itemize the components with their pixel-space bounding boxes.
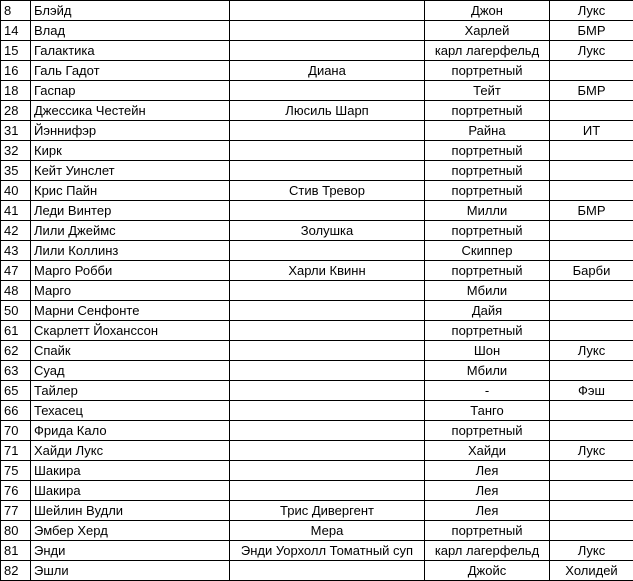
table-row [1,321,633,341]
table-row [1,1,633,21]
table-row [1,281,633,301]
row-number-cell[interactable]: 48 [1,281,31,301]
row-number-cell[interactable]: 14 [1,21,31,41]
name-cell[interactable]: Эшли [31,561,230,581]
type-cell[interactable]: Тейт [425,81,550,101]
type-cell[interactable]: Райна [425,121,550,141]
role-cell[interactable]: Трис Дивергент [230,501,425,521]
row-number-cell[interactable]: 80 [1,521,31,541]
role-cell[interactable] [230,361,425,381]
name-cell[interactable]: Галь Гадот [31,61,230,81]
table-row [1,181,633,201]
row-number-cell[interactable]: 65 [1,381,31,401]
table-row [1,401,633,421]
role-cell[interactable]: Мера [230,521,425,541]
table-row [1,361,633,381]
name-cell[interactable]: Энди [31,541,230,561]
role-cell[interactable] [230,421,425,441]
row-number-cell[interactable]: 16 [1,61,31,81]
tag-cell[interactable] [550,421,633,441]
tag-cell[interactable]: Барби [550,261,633,281]
name-cell[interactable]: Хайди Лукс [31,441,230,461]
type-cell[interactable]: Милли [425,201,550,221]
role-cell[interactable] [230,561,425,581]
table-row [1,261,633,281]
row-number-cell[interactable]: 8 [1,1,31,21]
row-number-cell[interactable]: 15 [1,41,31,61]
tag-cell[interactable]: Лукс [550,341,633,361]
table-row [1,381,633,401]
tag-cell[interactable] [550,141,633,161]
row-number-cell[interactable]: 41 [1,201,31,221]
row-number-cell[interactable]: 42 [1,221,31,241]
type-cell[interactable]: портретный [425,421,550,441]
role-cell[interactable] [230,161,425,181]
role-cell[interactable]: Диана [230,61,425,81]
role-cell[interactable] [230,201,425,221]
tag-cell[interactable] [550,101,633,121]
row-number-cell[interactable]: 82 [1,561,31,581]
row-number-cell[interactable]: 50 [1,301,31,321]
tag-cell[interactable]: Лукс [550,41,633,61]
row-number-cell[interactable]: 81 [1,541,31,561]
tag-cell[interactable] [550,521,633,541]
table-row [1,521,633,541]
table-row [1,101,633,121]
role-cell[interactable] [230,341,425,361]
tag-cell[interactable] [550,301,633,321]
role-cell[interactable] [230,41,425,61]
role-cell[interactable] [230,81,425,101]
role-cell[interactable] [230,441,425,461]
type-cell[interactable]: Мбили [425,361,550,381]
name-cell[interactable]: Марни Сенфонте [31,301,230,321]
table-row [1,461,633,481]
role-cell[interactable]: Энди Уорхолл Томатный суп [230,541,425,561]
row-number-cell[interactable]: 70 [1,421,31,441]
row-number-cell[interactable]: 18 [1,81,31,101]
type-cell[interactable]: Джойс [425,561,550,581]
role-cell[interactable] [230,281,425,301]
row-number-cell[interactable]: 47 [1,261,31,281]
name-cell[interactable]: Йэннифэр [31,121,230,141]
role-cell[interactable] [230,301,425,321]
tag-cell[interactable] [550,501,633,521]
row-number-cell[interactable]: 66 [1,401,31,421]
row-number-cell[interactable]: 31 [1,121,31,141]
tag-cell[interactable] [550,481,633,501]
tag-cell[interactable]: БМР [550,201,633,221]
name-cell[interactable]: Шакира [31,481,230,501]
type-cell[interactable]: Танго [425,401,550,421]
type-cell[interactable]: Джон [425,1,550,21]
table-row [1,21,633,41]
table-row [1,61,633,81]
name-cell[interactable]: Марго Робби [31,261,230,281]
table-row [1,121,633,141]
type-cell[interactable]: Лея [425,481,550,501]
table-row [1,141,633,161]
name-cell[interactable]: Блэйд [31,1,230,21]
type-cell[interactable]: Мбили [425,281,550,301]
type-cell[interactable]: портретный [425,101,550,121]
name-cell[interactable]: Марго [31,281,230,301]
tag-cell[interactable] [550,281,633,301]
table-row [1,421,633,441]
tag-cell[interactable]: ИТ [550,121,633,141]
name-cell[interactable]: Джессика Честейн [31,101,230,121]
name-cell[interactable]: Эмбер Херд [31,521,230,541]
type-cell[interactable]: портретный [425,181,550,201]
tag-cell[interactable] [550,241,633,261]
name-cell[interactable]: Крис Пайн [31,181,230,201]
tag-cell[interactable]: Фэш [550,381,633,401]
type-cell[interactable]: - [425,381,550,401]
row-number-cell[interactable]: 76 [1,481,31,501]
tag-cell[interactable] [550,221,633,241]
table-row [1,221,633,241]
type-cell[interactable]: портретный [425,521,550,541]
type-cell[interactable]: портретный [425,261,550,281]
table-row [1,561,633,581]
name-cell[interactable]: Скарлетт Йоханссон [31,321,230,341]
tag-cell[interactable] [550,461,633,481]
table-row [1,441,633,461]
row-number-cell[interactable]: 28 [1,101,31,121]
tag-cell[interactable]: Холидей [550,561,633,581]
role-cell[interactable] [230,141,425,161]
type-cell[interactable]: Хайди [425,441,550,461]
role-cell[interactable] [230,1,425,21]
name-cell[interactable]: Кирк [31,141,230,161]
role-cell[interactable] [230,401,425,421]
table-row [1,301,633,321]
row-number-cell[interactable]: 32 [1,141,31,161]
tag-cell[interactable]: Лукс [550,1,633,21]
tag-cell[interactable] [550,181,633,201]
role-cell[interactable] [230,481,425,501]
type-cell[interactable]: портретный [425,161,550,181]
table-body [1,1,633,581]
name-cell[interactable]: Лили Джеймс [31,221,230,241]
type-cell[interactable]: Дайя [425,301,550,321]
table-row [1,341,633,361]
name-cell[interactable]: Фрида Кало [31,421,230,441]
tag-cell[interactable]: Лукс [550,541,633,561]
name-cell[interactable]: Леди Винтер [31,201,230,221]
name-cell[interactable]: Спайк [31,341,230,361]
row-number-cell[interactable]: 35 [1,161,31,181]
name-cell[interactable]: Лили Коллинз [31,241,230,261]
table-row [1,41,633,61]
name-cell[interactable]: Техасец [31,401,230,421]
role-cell[interactable] [230,121,425,141]
row-number-cell[interactable]: 62 [1,341,31,361]
role-cell[interactable]: Люсиль Шарп [230,101,425,121]
row-number-cell[interactable]: 75 [1,461,31,481]
table-row [1,241,633,261]
row-number-cell[interactable]: 40 [1,181,31,201]
table-row [1,481,633,501]
name-cell[interactable]: Галактика [31,41,230,61]
tag-cell[interactable] [550,321,633,341]
tag-cell[interactable]: Лукс [550,441,633,461]
tag-cell[interactable] [550,61,633,81]
role-cell[interactable] [230,21,425,41]
type-cell[interactable]: карл лагерфельд [425,41,550,61]
row-number-cell[interactable]: 61 [1,321,31,341]
type-cell[interactable]: портретный [425,321,550,341]
tag-cell[interactable]: БМР [550,81,633,101]
row-number-cell[interactable]: 77 [1,501,31,521]
type-cell[interactable]: Шон [425,341,550,361]
table-row [1,501,633,521]
table-row [1,541,633,561]
tag-cell[interactable]: БМР [550,21,633,41]
role-cell[interactable]: Стив Тревор [230,181,425,201]
type-cell[interactable]: Харлей [425,21,550,41]
role-cell[interactable] [230,461,425,481]
name-cell[interactable]: Шейлин Вудли [31,501,230,521]
role-cell[interactable] [230,321,425,341]
tag-cell[interactable] [550,361,633,381]
name-cell[interactable]: Суад [31,361,230,381]
type-cell[interactable]: карл лагерфельд [425,541,550,561]
name-cell[interactable]: Кейт Уинслет [31,161,230,181]
name-cell[interactable]: Тайлер [31,381,230,401]
type-cell[interactable]: портретный [425,61,550,81]
role-cell[interactable] [230,381,425,401]
row-number-cell[interactable]: 43 [1,241,31,261]
name-cell[interactable]: Шакира [31,461,230,481]
role-cell[interactable]: Золушка [230,221,425,241]
table-row [1,161,633,181]
type-cell[interactable]: портретный [425,141,550,161]
type-cell[interactable]: портретный [425,221,550,241]
type-cell[interactable]: Скиппер [425,241,550,261]
name-cell[interactable]: Гаспар [31,81,230,101]
row-number-cell[interactable]: 63 [1,361,31,381]
table-row [1,81,633,101]
name-cell[interactable]: Влад [31,21,230,41]
table-row [1,201,633,221]
row-number-cell[interactable]: 71 [1,441,31,461]
role-cell[interactable] [230,241,425,261]
tag-cell[interactable] [550,161,633,181]
type-cell[interactable]: Лея [425,501,550,521]
type-cell[interactable]: Лея [425,461,550,481]
tag-cell[interactable] [550,401,633,421]
role-cell[interactable]: Харли Квинн [230,261,425,281]
